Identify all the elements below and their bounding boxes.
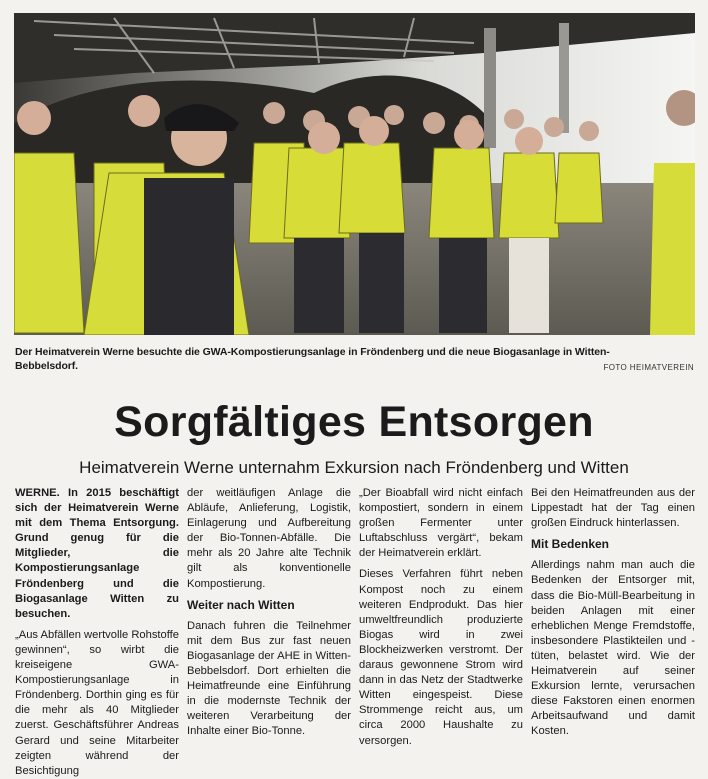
paragraph: „Der Bioabfall wird nicht einfach kompostiert, sondern in einem großen Fermenter unter Luftabschluss vergärt“, bekam der Heimatverein erklärt. bbox=[359, 487, 523, 560]
article-headline: Sorgfältiges Entsorgen bbox=[114, 398, 594, 446]
article-column-3 bbox=[359, 486, 523, 749]
paragraph: Dieses Verfahren führt neben Kompost noch zu einem weiteren Endprodukt. Das hier umweltfreundlich produzierte Biogas wird in zwei Blockheizwerken verstromt. Der daraus gewonnene Strom wird dann in das Netz der Stadtwerke Witten eingespeist. Diese Strommenge reicht aus, um circa 2000 Haushalte zu versorgen. bbox=[359, 568, 523, 747]
lead-paragraph: WERNE. In 2015 beschäftigt sich der Heimatverein Werne mit dem Thema Entsorgung. Grund genug für die Mitglieder, die Kompostierungsanlage Fröndenberg und die Biogasanlage Witten zu besuchen. bbox=[15, 487, 179, 620]
paragraph: Danach fuhren die Teilnehmer mit dem Bus zur fast neuen Biogasanlage der AHE in Witten-Bebbelsdorf. Dort erhielten die Heimatfreunde eine Einführung in die modernste Technik der weiteren Verarbeitung der Inhalte einer Bio-Tonne. bbox=[187, 619, 351, 738]
paragraph: Allerdings nahm man auch die Bedenken der Entsorger mit, dass die Bio-Müll-Bearbeitung in beiden Anlagen mit einer erheblichen Menge Fremdstoffe, insbesondere Plastikteilen und -tüten, belastet wird. Wie der Heimatverein auf seiner Exkursion lernte, verursachen diese Fakstoren einen enormen Arbeitsaufwand und damit Kosten. bbox=[531, 559, 695, 738]
group-photo bbox=[14, 13, 695, 335]
article-column-2 bbox=[187, 486, 351, 740]
paragraph: der weitläufigen Anlage die Abläufe, Anlieferung, Logistik, Einlagerung und Aufbereitung der Bio-Tonnen-Abfälle. Die mehr als 20 Jahre alte Technik gilt als konventionelle Kompostierung. bbox=[187, 487, 351, 590]
photo-caption: Der Heimatverein Werne besuchte die GWA-Kompostierungsanlage in Fröndenberg und die neue Biogasanlage in Witten-Bebbelsdorf. bbox=[15, 346, 610, 372]
section-heading: Mit Bedenken bbox=[531, 537, 610, 552]
paragraph: Bei den Heimatfreunden aus der Lippestadt hat der Tag einen großen Eindruck hinterlassen. bbox=[531, 487, 695, 530]
article-subheadline: Heimatverein Werne unternahm Exkursion nach Fröndenberg und Witten bbox=[79, 458, 629, 477]
paragraph: „Aus Abfällen wertvolle Rohstoffe gewinnen“, so wirbt die kreiseigene GWA-Kompostierungsanlage in Fröndenberg. Dorthin ging es für die mehr als 40 Mitglieder zuerst. Geschäftsführer Andreas Gerard und seine Mitarbeiter zeigten während der Besichtigung bbox=[15, 628, 179, 777]
article-column-4 bbox=[531, 486, 695, 740]
photo-credit: FOTO HEIMATVEREIN bbox=[603, 363, 694, 372]
section-heading: Weiter nach Witten bbox=[187, 597, 295, 612]
article-column-1 bbox=[15, 486, 179, 779]
group-photo-illustration bbox=[14, 13, 695, 335]
